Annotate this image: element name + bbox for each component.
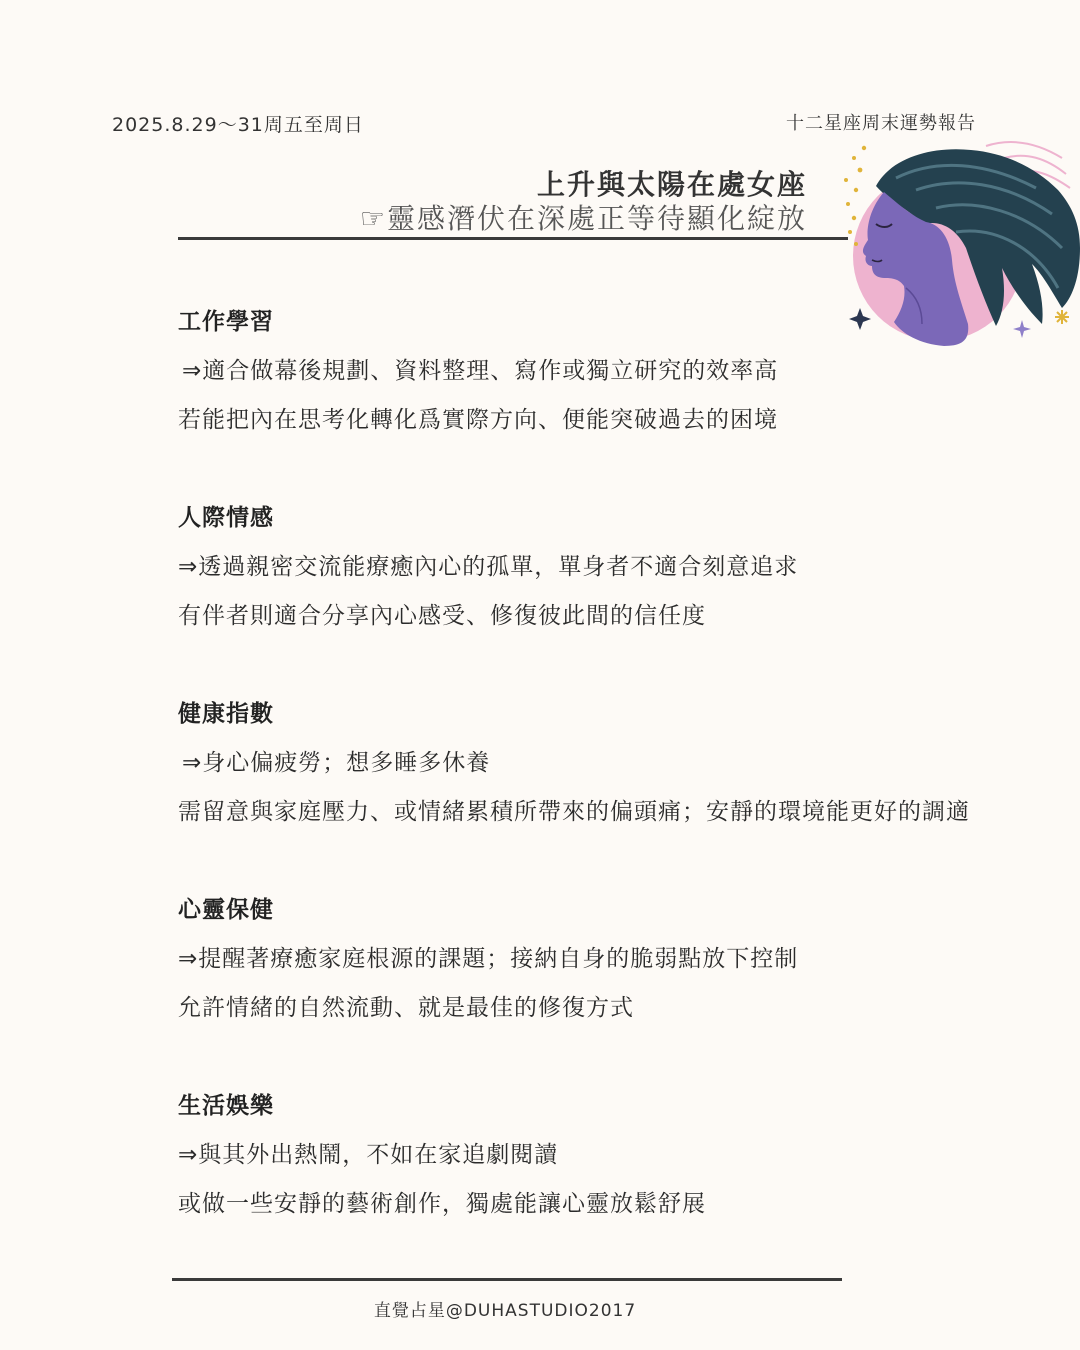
- section-health: [178, 699, 1058, 827]
- section-line: ⇒身心偏疲勞；想多睡多休養: [182, 750, 491, 776]
- section-line: ⇒提醒著療癒家庭根源的課題；接納自身的脆弱點放下控制: [178, 946, 799, 972]
- top-divider: [178, 237, 848, 240]
- section-line: 有伴者則適合分享內心感受、修復彼此間的信任度: [178, 603, 706, 629]
- section-mental-care: [178, 895, 1058, 1023]
- section-title: 心靈保健: [178, 897, 274, 923]
- section-line: 需留意與家庭壓力、或情緒累積所帶來的偏頭痛；安靜的環境能更好的調適: [178, 799, 970, 825]
- section-work-study: [178, 307, 1058, 435]
- footer-credit: 直覺占星@DUHASTUDIO2017: [373, 1301, 637, 1321]
- headline-title: 上升與太陽在處女座: [536, 168, 807, 201]
- section-line: ⇒適合做幕後規劃、資料整理、寫作或獨立研究的效率高: [182, 358, 779, 384]
- section-line: 允許情緒的自然流動、就是最佳的修復方式: [178, 995, 634, 1021]
- section-title: 健康指數: [178, 701, 274, 727]
- section-line: ⇒與其外出熱鬧，不如在家追劇閱讀: [178, 1142, 559, 1168]
- section-title: 生活娛樂: [178, 1093, 274, 1119]
- section-title: 人際情感: [178, 505, 274, 531]
- report-title: 十二星座周末運勢報告: [786, 113, 976, 134]
- section-title: 工作學習: [178, 309, 274, 335]
- section-line: ⇒透過親密交流能療癒內心的孤單，單身者不適合刻意追求: [178, 554, 799, 580]
- section-line: 或做一些安靜的藝術創作，獨處能讓心靈放鬆舒展: [178, 1191, 706, 1217]
- date-range: 2025.8.29～31周五至周日: [112, 114, 364, 136]
- headline-subtitle: ☞靈感潛伏在深處正等待顯化綻放: [359, 202, 807, 235]
- section-relationships: [178, 503, 1058, 631]
- section-line: 若能把內在思考化轉化爲實際方向、便能突破過去的困境: [178, 407, 778, 433]
- section-leisure: [178, 1091, 1058, 1219]
- bottom-divider: [172, 1278, 842, 1281]
